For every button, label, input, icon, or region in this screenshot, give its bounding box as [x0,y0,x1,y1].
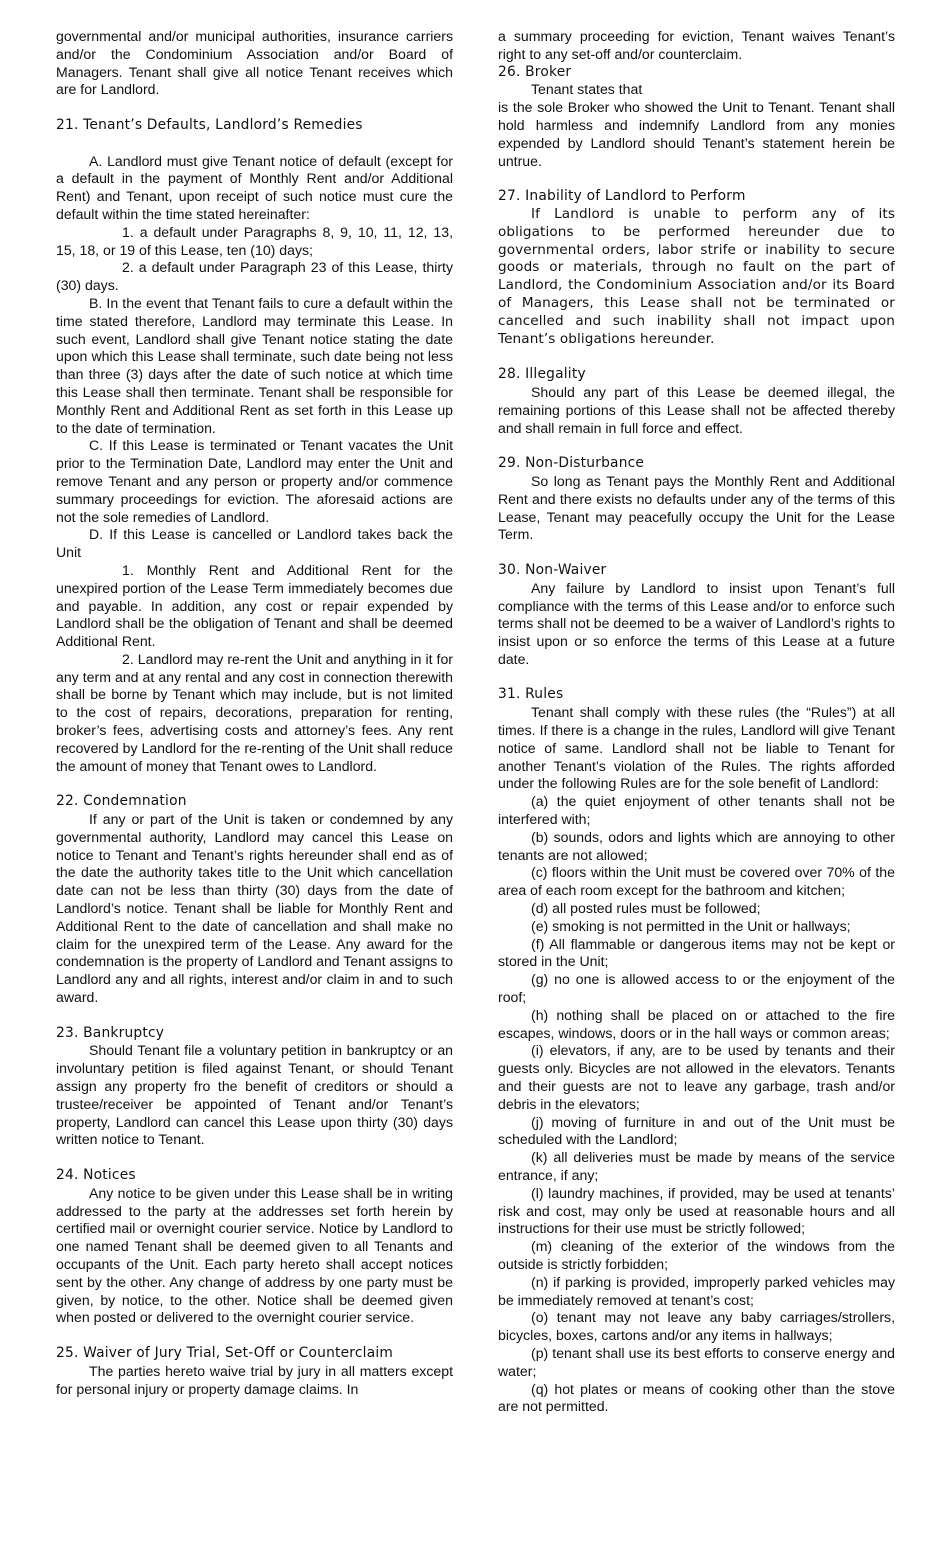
section-25-heading: 25. Waiver of Jury Trial, Set-Off or Counterclaim [56,1344,394,1361]
section-21-item-d1: 1. Monthly Rent and Additional Rent for the unexpired portion of the Lease Term immediately becomes due and payable. In addition, any cost or repair expended by Landlord shall be the obligation of Tenant and shall be deemed Additional Rent. [56,561,453,650]
section-31-body: Tenant shall comply with these rules (the “Rules”) at all times. If there is a change in the rules, Landlord will give Tenant notice of same. Landlord shall not be liable to Tenant for another Tenant’s violation of the Rules. The rights afforded under the following Rules are for the sole benefit of Landlord: [498,704,895,792]
section-30-heading: 30. Non-Waiver [498,561,607,578]
rule-item-d: (d) all posted rules must be followed; [531,900,761,917]
section-22-heading: 22. Condemnation [56,793,187,810]
rule-item-q: (q) hot plates or means of cooking other than the stove are not permitted. [498,1380,895,1415]
section-24-body: Any notice to be given under this Lease shall be in writing addressed to the party at the addresses set forth herein by certified mail or overnight courier service. Notice by Landlord to one named Tenant shall be deemed given to all Tenants and occupants of the Unit. Each party hereto shall accept notices sent by the other. Any change of address by one party must be given, by notice, to the other. Notice shall be deemed given when posted or delivered to the overnight courier service. [56,1184,453,1326]
right-column [498,28,895,1416]
rule-item-e: (e) smoking is not permitted in the Unit or hallways; [531,917,851,934]
rule-item-o: (o) tenant may not leave any baby carriages/strollers, bicycles, boxes, cartons and/or any items in hallways; [498,1309,895,1344]
intro-paragraph: governmental and/or municipal authorities, insurance carriers and/or the Condominium Association and/or Board of Managers. Tenant shall give all notice Tenant receives which are for Landlord. [56,28,453,98]
section-26-body: is the sole Broker who showed the Unit to Tenant. Tenant shall hold harmless and indemnify Landlord from any monies expended by Landlord should Tenant’s statement herein be untrue. [498,99,895,169]
rule-item-c: (c) floors within the Unit must be covered over 70% of the area of each room except for the bathroom and kitchen; [498,864,895,899]
rule-item-k: (k) all deliveries must be made by means of the service entrance, if any; [498,1149,895,1183]
section-25-continued: a summary proceeding for eviction, Tenant waives Tenant’s right to any set-off and/or counterclaim. [498,28,895,62]
section-27-heading: 27. Inability of Landlord to Perform [498,188,746,205]
rule-item-l: (l) laundry machines, if provided, may be used at tenants’ risk and cost, may only be used at reasonable hours and all instructions for their use must be strictly followed; [498,1184,895,1237]
section-30-body: Any failure by Landlord to insist upon Tenant’s full compliance with the terms of this Lease and/or to enforce such terms shall not be deemed to be a waiver of Landlord’s rights to insist upon or so enforce the terms of this Lease at a future date. [498,579,895,667]
rule-item-h: (h) nothing shall be placed on or attached to the fire escapes, windows, doors or in the hall ways or common areas; [498,1006,895,1041]
section-25-body: The parties hereto waive trial by jury in all matters except for personal injury or property damage claims. In [56,1362,453,1397]
section-21-item-a1: 1. a default under Paragraphs 8, 9, 10, 11, 12, 13, 15, 18, or 19 of this Lease, ten (10) days; [56,223,453,258]
rule-item-f: (f) All flammable or dangerous items may not be kept or stored in the Unit; [498,935,895,970]
rule-item-p: (p) tenant shall use its best efforts to conserve energy and water; [498,1344,895,1379]
rule-item-i: (i) elevators, if any, are to be used by tenants and their guests only. Bicycles are not allowed in the elevators. Tenants and their guests are not to leave any garbage, trash and/or debris in the elevators; [498,1042,895,1112]
section-21-heading: 21. Tenant’s Defaults, Landlord’s Remedies [56,116,363,133]
section-21-paragraph-a: A. Landlord must give Tenant notice of default (except for a default in the payment of Monthly Rent and/or Additional Rent) and Tenant, upon receipt of such notice must cure the default within the time stated hereinafter: [56,152,453,222]
section-21-paragraph-c: C. If this Lease is terminated or Tenant vacates the Unit prior to the Termination Date, Landlord may enter the Unit and remove Tenant and any person or property and/or commence summary proceedings for eviction. The aforesaid actions are not the sole remedies of Landlord. [56,437,453,525]
section-29-body: So long as Tenant pays the Monthly Rent and Additional Rent and there exists no defaults under any of the terms of this Lease, Tenant may peacefully occupy the Unit for the Lease Term. [498,472,895,543]
section-23-body: Should Tenant file a voluntary petition in bankruptcy or an involuntary petition is filed against Tenant, or should Tenant assign any property fro the benefit of creditors or should a trustee/receiver be appointed of Tenant and/or Tenant’s property, Landlord can cancel this Lease upon thirty (30) days written notice to Tenant. [56,1042,453,1148]
left-column [56,28,453,1398]
section-22-body: If any or part of the Unit is taken or condemned by any governmental authority, Landlord may cancel this Lease on notice to Tenant and Tenant’s rights hereunder shall end as of the date the authority takes title to the Unit which cancellation date can not be less than thirty (30) days from the date of Landlord’s notice. Tenant shall be liable for Monthly Rent and Additional Rent to the date of cancellation and shall make no claim for the unexpired term of the Lease. Any award for the condemnation is the property of Landlord and Tenant assigns to Landlord any and all rights, interest and/or claim in and to such award. [56,811,453,1006]
section-28-heading: 28. Illegality [498,366,586,383]
section-29-heading: 29. Non-Disturbance [498,455,645,472]
rule-item-m: (m) cleaning of the exterior of the windows from the outside is strictly forbidden; [498,1238,895,1272]
section-21-item-a2: 2. a default under Paragraph 23 of this Lease, thirty (30) days. [56,259,453,294]
rule-item-n: (n) if parking is provided, improperly parked vehicles may be immediately removed at tenant’s cost; [498,1273,895,1308]
section-31-heading: 31. Rules [498,686,564,703]
section-28-body: Should any part of this Lease be deemed illegal, the remaining portions of this Lease shall not be affected thereby and shall remain in full force and effect. [498,383,895,436]
section-21-item-d2: 2. Landlord may re-rent the Unit and anything in it for any term and at any rental and any cost in connection therewith shall be borne by Tenant which may include, but is not limited to the cost of repairs, decorations, preparation for renting, broker’s fees, advertising costs and attorney’s fees. Any rent recovered by Landlord for the re-renting of the Unit shall reduce the amount of money that Tenant owes to Landlord. [56,650,453,774]
section-23-heading: 23. Bankruptcy [56,1024,165,1041]
rule-item-b: (b) sounds, odors and lights which are annoying to other tenants are not allowed; [498,828,895,863]
section-27-body: If Landlord is unable to perform any of its obligations to be performed hereunder due to governmental orders, labor strife or inability to secure goods or materials, through no fault on the part of Landlord, the Condominium Association and/or its Board of Managers, this Lease shall not be terminated or cancelled and such inability shall not impact upon Tenant’s obligations hereunder. [498,205,895,347]
rule-item-a: (a) the quiet enjoyment of other tenants shall not be interfered with; [498,793,895,828]
section-24-heading: 24. Notices [56,1167,136,1183]
section-21-paragraph-b: B. In the event that Tenant fails to cure a default within the time stated therefore, Landlord may terminate this Lease. In such event, Landlord shall give Tenant notice stating the date upon which this Lease shall terminate, such date being not less than three (3) days after the date of such notice at which time this Lease shall then terminate. Tenant shall be responsible for Monthly Rent and Additional Rent as set forth in this Lease up to the date of termination. [56,294,453,436]
section-21-paragraph-d: D. If this Lease is cancelled or Landlord takes back the Unit [56,526,453,561]
section-26-heading: 26. Broker [498,63,572,80]
section-26-line: Tenant states that [531,81,643,98]
rule-item-j: (j) moving of furniture in and out of the Unit must be scheduled with the Landlord; [498,1113,895,1148]
rule-item-g: (g) no one is allowed access to or the enjoyment of the roof; [498,971,895,1006]
